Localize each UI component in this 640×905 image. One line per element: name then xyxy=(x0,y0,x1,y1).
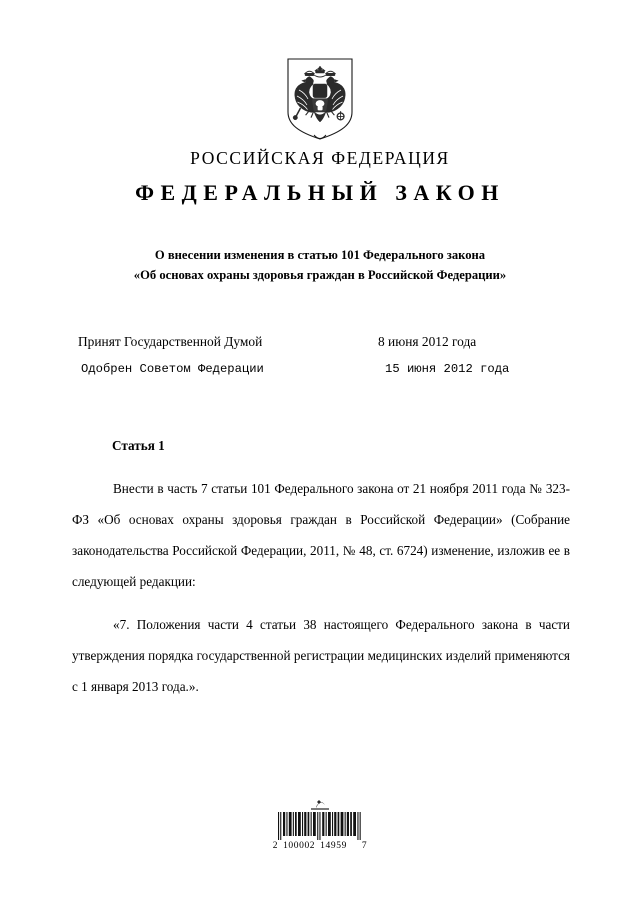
barcode-bars xyxy=(277,812,363,840)
coat-of-arms-container xyxy=(0,56,640,142)
barcode-digit-group-2: 100002 xyxy=(283,841,316,851)
document-title-block xyxy=(0,148,640,205)
country-line: РОССИЙСКАЯ ФЕДЕРАЦИЯ xyxy=(190,148,450,168)
barcode-digit-group-3: 14959 xyxy=(320,841,347,851)
russian-coat-of-arms-icon xyxy=(284,56,356,142)
barcode-digit-group-1: 2 xyxy=(272,841,279,851)
document-subtitle xyxy=(70,246,570,285)
adoption-block xyxy=(78,334,548,390)
approved-by-council-date: 15 июня 2012 года xyxy=(385,362,510,376)
approved-by-council-label: Одобрен Советом Федерации xyxy=(81,362,264,376)
article-paragraph-2: «7. Положения части 4 статьи 38 настоящего Федерального закона в части утверждения порядка государственной регистрации медицинских изделий применяются с 1 января 2013 года.». xyxy=(72,617,570,694)
article-heading: Статья 1 xyxy=(112,438,165,453)
article-paragraph-1: Внести в часть 7 статьи 101 Федерального закона от 21 ноября 2011 года № 323-ФЗ «Об основах охраны здоровья граждан в Российской Федерации» (Собрание законодательства Российской Федерации, 2011, № 48, ст. 6724) изменение, изложив ее в следующей редакции: xyxy=(72,481,570,589)
barcode-digits xyxy=(273,841,368,851)
barcode-block xyxy=(0,797,640,851)
adoption-row-duma xyxy=(78,334,548,362)
adopted-by-duma-label: Принят Государственной Думой xyxy=(78,334,263,349)
document-type-title: ФЕДЕРАЛЬНЫЙ ЗАКОН xyxy=(135,180,505,206)
document-body xyxy=(72,438,570,702)
adoption-row-council xyxy=(78,362,548,390)
printers-mark-icon xyxy=(307,797,333,811)
adopted-by-duma-date: 8 июня 2012 года xyxy=(378,334,477,349)
barcode-checksum-digit: 7 xyxy=(361,841,368,851)
subtitle-line-2: «Об основах охраны здоровья граждан в Российской Федерации» xyxy=(133,267,507,282)
subtitle-line-1: О внесении изменения в статью 101 Федерального закона xyxy=(154,248,486,262)
